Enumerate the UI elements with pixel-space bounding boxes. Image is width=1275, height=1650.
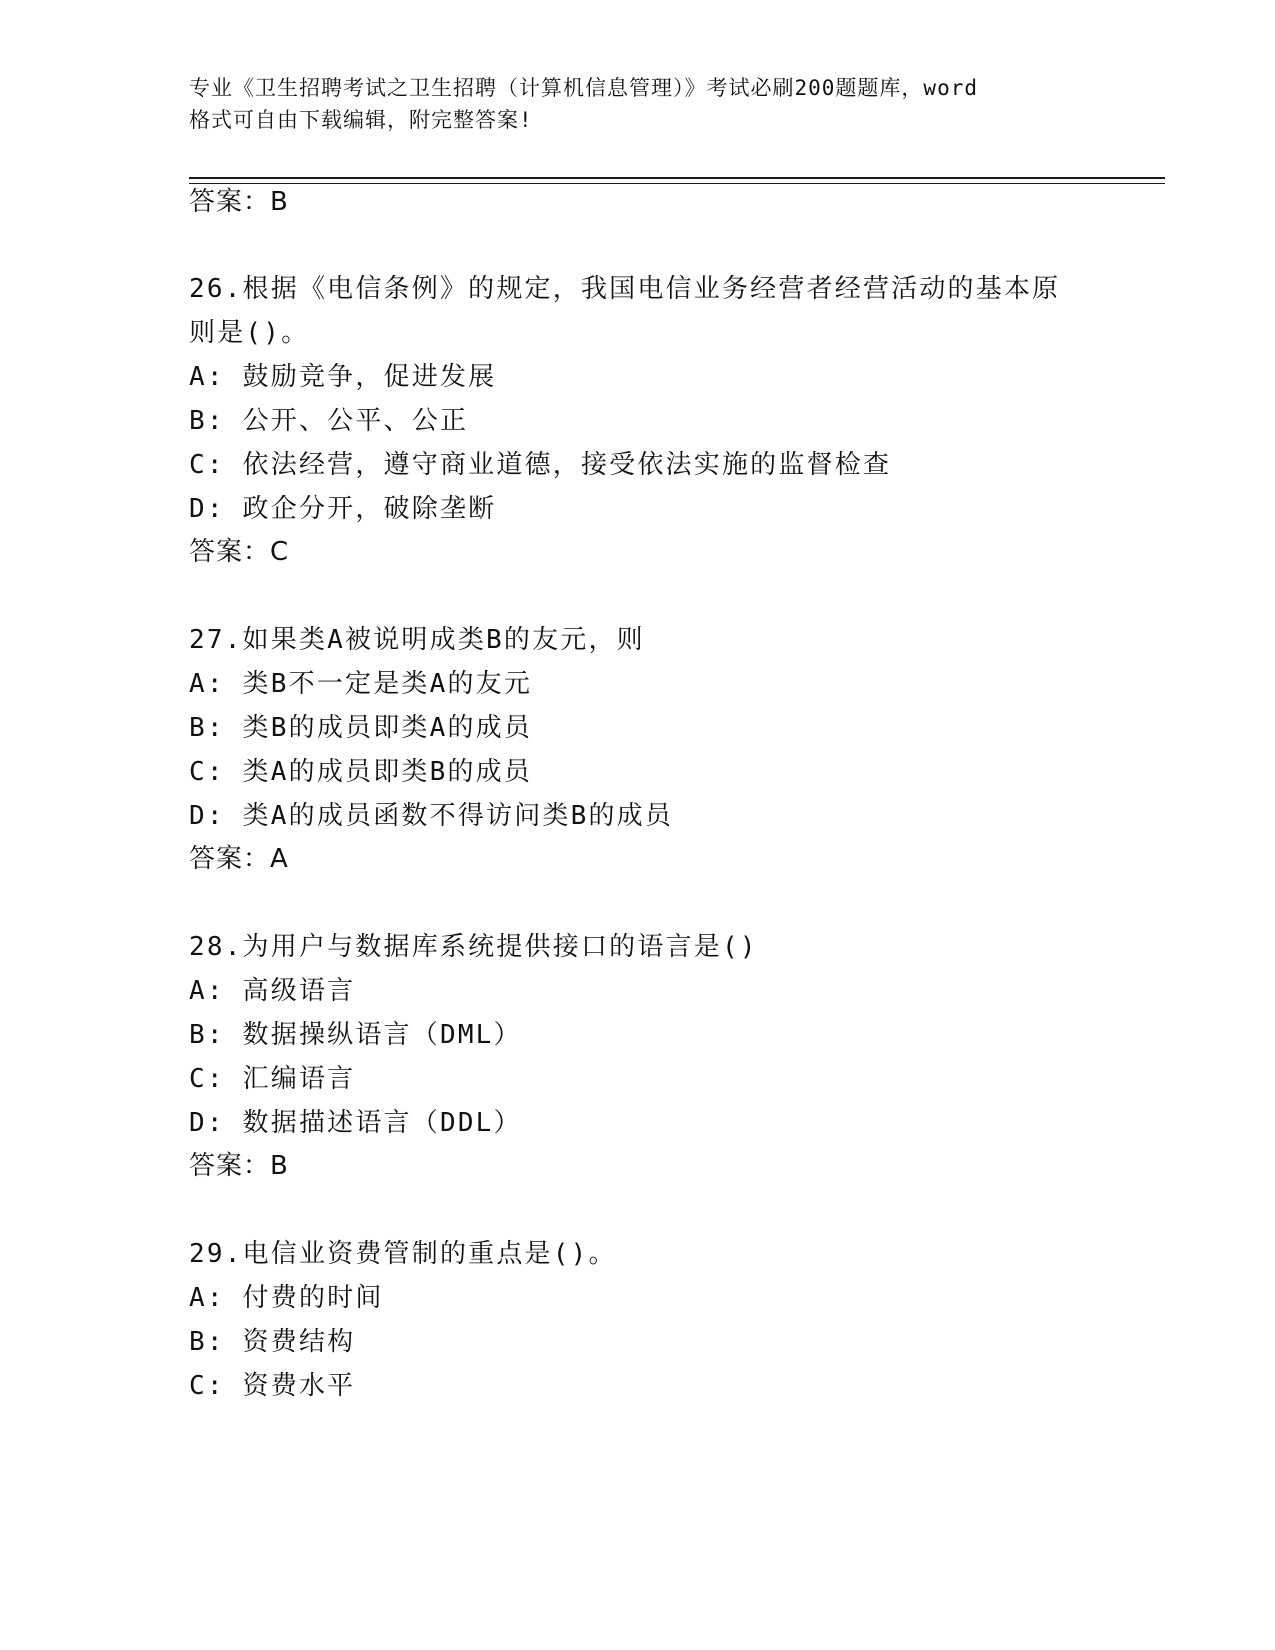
header-title-line1: 专业《卫生招聘考试之卫生招聘（计算机信息管理）》考试必刷200题题库，word — [189, 76, 978, 100]
question-stem: 28.为用户与数据库系统提供接口的语言是() — [189, 932, 758, 962]
header-divider-thick — [189, 177, 1165, 179]
answer: 答案：A — [189, 844, 289, 874]
document-header — [189, 72, 1089, 136]
option-b: B: 资费结构 — [189, 1327, 356, 1357]
option-a: A: 高级语言 — [189, 976, 356, 1006]
previous-answer: 答案：B — [189, 187, 289, 217]
option-a: A: 付费的时间 — [189, 1283, 384, 1313]
option-d: D: 类A的成员函数不得访问类B的成员 — [189, 801, 674, 831]
answer: 答案：C — [189, 537, 290, 567]
question-stem: 29.电信业资费管制的重点是()。 — [189, 1239, 617, 1269]
answer: 答案：B — [189, 1151, 289, 1181]
option-b: B: 类B的成员即类A的成员 — [189, 713, 533, 743]
question-stem: 27.如果类A被说明成类B的友元，则 — [189, 625, 645, 655]
option-d: D: 政企分开，破除垄断 — [189, 494, 497, 524]
option-a: A: 类B不一定是类A的友元 — [189, 669, 533, 699]
option-c: C: 依法经营，遵守商业道德，接受依法实施的监督检查 — [189, 450, 892, 480]
question-stem: 26.根据《电信条例》的规定，我国电信业务经营者经营活动的基本原 — [189, 274, 1061, 304]
header-title-line2: 格式可自由下载编辑，附完整答案! — [189, 108, 533, 132]
option-b: B: 数据操纵语言（DML） — [189, 1020, 522, 1050]
question-stem-continued: 则是()。 — [189, 318, 310, 348]
option-c: C: 资费水平 — [189, 1371, 356, 1401]
option-c: C: 汇编语言 — [189, 1064, 356, 1094]
option-a: A: 鼓励竞争，促进发展 — [189, 362, 497, 392]
option-c: C: 类A的成员即类B的成员 — [189, 757, 533, 787]
option-d: D: 数据描述语言（DDL） — [189, 1108, 522, 1138]
option-b: B: 公开、公平、公正 — [189, 406, 469, 436]
header-divider-thin — [189, 183, 1165, 184]
